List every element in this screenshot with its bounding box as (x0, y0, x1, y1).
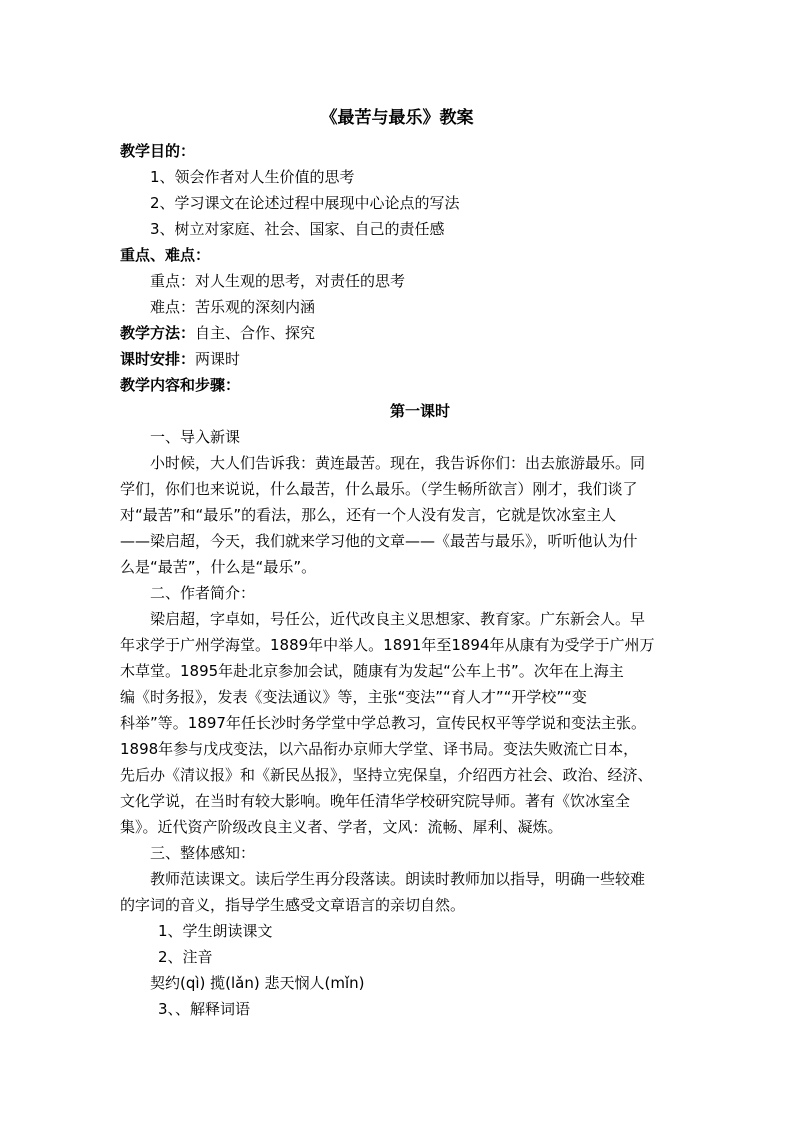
sec1-paragraph-line: 小时候，大人们告诉我：黄连最苦。现在，我告诉你们：出去旅游最乐。同 (150, 454, 646, 472)
keypoints-heading: 重点、难点： (120, 246, 211, 264)
sec2-paragraph-line: 梁启超，字卓如，号任公，近代改良主义思想家、教育家。广东新会人。早 (150, 610, 646, 628)
objectives-heading: 教学目的： (120, 142, 196, 160)
method-label: 教学方法： (120, 324, 196, 342)
sec1-paragraph-line: 学们，你们也来说说，什么最苦，什么最乐。（学生畅所欲言）刚才，我们谈了 (120, 480, 638, 498)
objective-item: 2、学习课文在论述过程中展现中心论点的写法 (150, 194, 460, 212)
keypoint-text: 重点：对人生观的思考，对责任的思考 (150, 272, 406, 290)
method-value: 自主、合作、探究 (195, 324, 316, 342)
sec2-paragraph-line: 先后办《清议报》和《新民丛报》，坚持立宪保皇，介绍西方社会、政治、经济、 (120, 766, 653, 784)
sec1-heading: 一、导入新课 (150, 428, 241, 446)
sec2-paragraph-line: 文化学说，在当时有较大影响。晚年任清华学校研究院导师。著有《饮冰室全 (120, 792, 631, 810)
content-heading: 教学内容和步骤： (120, 376, 241, 394)
method-row (120, 323, 315, 343)
sec1-paragraph-line: ——梁启超，今天，我们就来学习他的文章——《最苦与最乐》，听听他认为什 (120, 532, 638, 550)
page-title: 《最苦与最乐》教案 (320, 108, 474, 128)
sec2-paragraph-line: 科举”等。1897年任长沙时务学堂中学总教习，宣传民权平等学说和变法主张。 (120, 714, 646, 732)
difficulty-text: 难点：苦乐观的深刻内涵 (150, 298, 316, 316)
objective-item: 1、领会作者对人生价值的思考 (150, 168, 355, 186)
sec2-paragraph-line: 编《时务报》，发表《变法通议》等，主张“变法”“育人才”“开学校”“变 (120, 688, 587, 706)
step-item: 1、学生朗读课文 (158, 922, 273, 940)
sec1-paragraph-line: 对“最苦”和“最乐”的看法，那么，还有一个人没有发言，它就是饮冰室主人 (120, 506, 617, 524)
lesson1-heading: 第一课时 (389, 402, 450, 420)
schedule-label: 课时安排： (120, 350, 196, 368)
sec2-paragraph-line: 木草堂。1895年赴北京参加会试，随康有为发起“公车上书”。次年在上海主 (120, 662, 624, 680)
schedule-value: 两课时 (195, 350, 241, 368)
step-item: 3、、解释词语 (158, 1000, 251, 1018)
sec2-paragraph-line: 集》。近代资产阶级改良主义者、学者，文风：流畅、犀利、凝炼。 (120, 818, 563, 836)
step-item: 2、注音 (158, 948, 213, 966)
sec1-paragraph-line: 么是“最苦”，什么是“最乐”。 (120, 558, 317, 576)
sec2-paragraph-line: 1898年参与戊戌变法，以六品衔办京师大学堂、译书局。变法失败流亡日本， (120, 740, 639, 758)
sec3-paragraph-line: 教师范读课文。读后学生再分段落读。朗读时教师加以指导，明确一些较难 (150, 870, 646, 888)
objective-item: 3、树立对家庭、社会、国家、自己的责任感 (150, 220, 445, 238)
schedule-row (120, 349, 240, 369)
sec3-heading: 三、整体感知： (150, 844, 256, 862)
sec3-paragraph-line: 的字词的音义，指导学生感受文章语言的亲切自然。 (120, 896, 466, 914)
sec2-paragraph-line: 年求学于广州学海堂。1889年中举人。1891年至1894年从康有为受学于广州万 (120, 636, 655, 654)
pinyin-line: 契约(qì) 揽(lǎn) 悲天悯人(mǐn) (150, 974, 365, 992)
sec2-heading: 二、作者简介： (150, 584, 256, 602)
